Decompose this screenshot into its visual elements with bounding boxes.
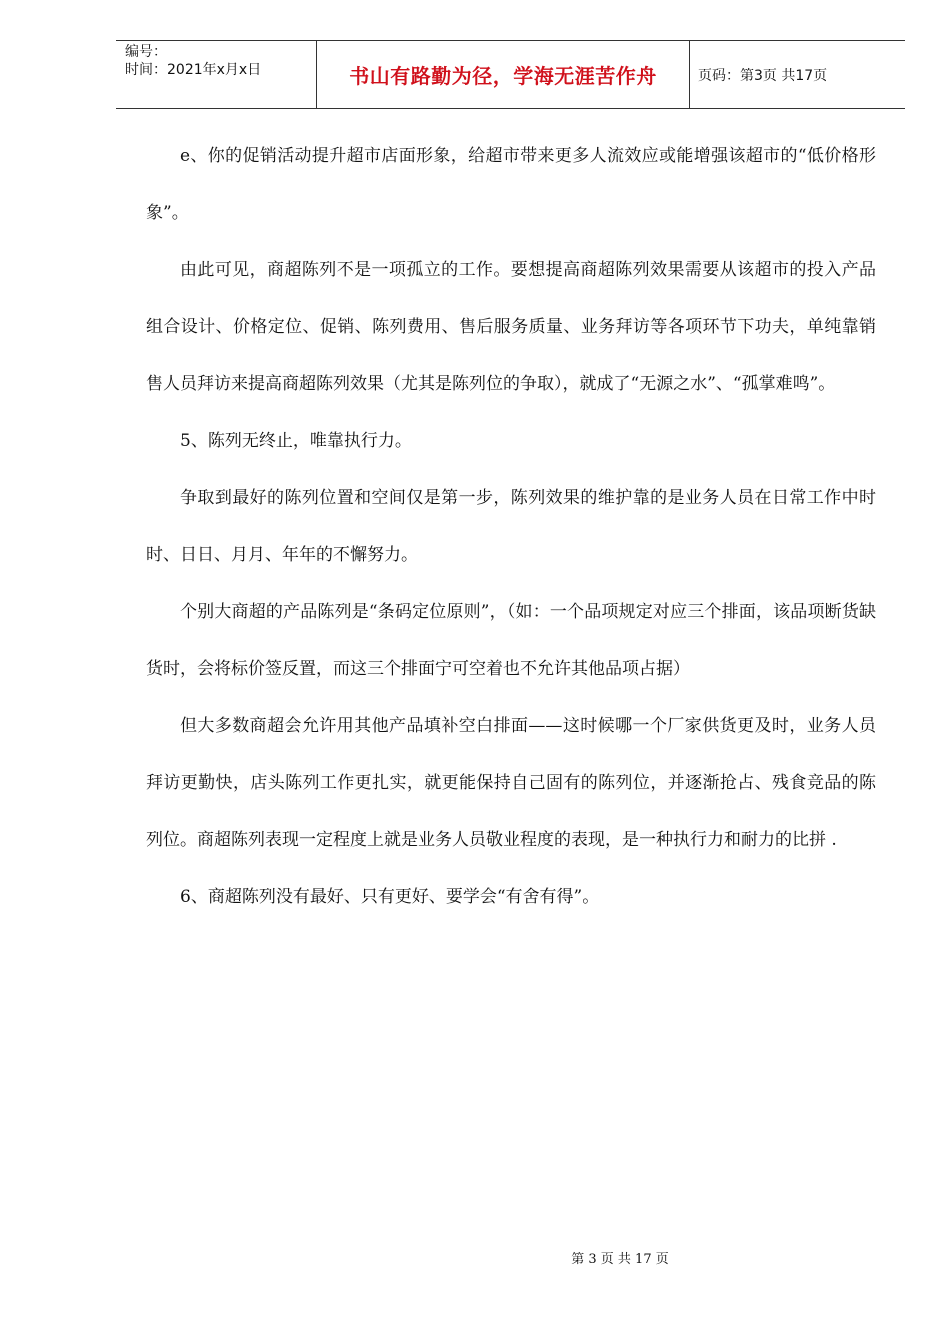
- time-label: 时间：2021年x月x日: [125, 62, 262, 78]
- paragraph-1: e、你的促销活动提升超市店面形象，给超市带来更多人流效应或能增强该超市的“低价格形象”。: [146, 146, 876, 223]
- page-header: [116, 40, 905, 109]
- header-page-info: 页码：第3页 共17页: [698, 67, 828, 84]
- paragraph-7: 6、商超陈列没有最好、只有更好、要学会“有舍有得”。: [180, 887, 600, 907]
- paragraph-5: 个别大商超的产品陈列是“条码定位原则”，（如：一个品项规定对应三个排面，该品项断货缺货时，会将标价签反置，而这三个排面宁可空着也不允许其他品项占据）: [146, 602, 876, 679]
- header-motto: 书山有路勤为径，学海无涯苦作舟: [316, 41, 690, 108]
- document-body: [146, 128, 876, 926]
- header-meta: [116, 41, 316, 108]
- page-footer: 第 3 页 共 17 页: [571, 1252, 669, 1267]
- paragraph-3: 5、陈列无终止，唯靠执行力。: [180, 431, 412, 451]
- paragraph-6: 但大多数商超会允许用其他产品填补空白排面——这时候哪一个厂家供货更及时，业务人员拜访更勤快，店头陈列工作更扎实，就更能保持自己固有的陈列位，并逐渐抢占、残食竞品的陈列位。商超陈列表现一定程度上就是业务人员敬业程度的表现，是一种执行力和耐力的比拼 .: [146, 716, 876, 850]
- paragraph-4: 争取到最好的陈列位置和空间仅是第一步，陈列效果的维护靠的是业务人员在日常工作中时时、日日、月月、年年的不懈努力。: [146, 488, 876, 565]
- number-label: 编号：: [125, 44, 167, 60]
- paragraph-2: 由此可见，商超陈列不是一项孤立的工作。要想提高商超陈列效果需要从该超市的投入产品组合设计、价格定位、促销、陈列费用、售后服务质量、业务拜访等各项环节下功夫，单纯靠销售人员拜访来提高商超陈列效果（尤其是陈列位的争取），就成了“无源之水”、“孤掌难鸣”。: [146, 260, 876, 394]
